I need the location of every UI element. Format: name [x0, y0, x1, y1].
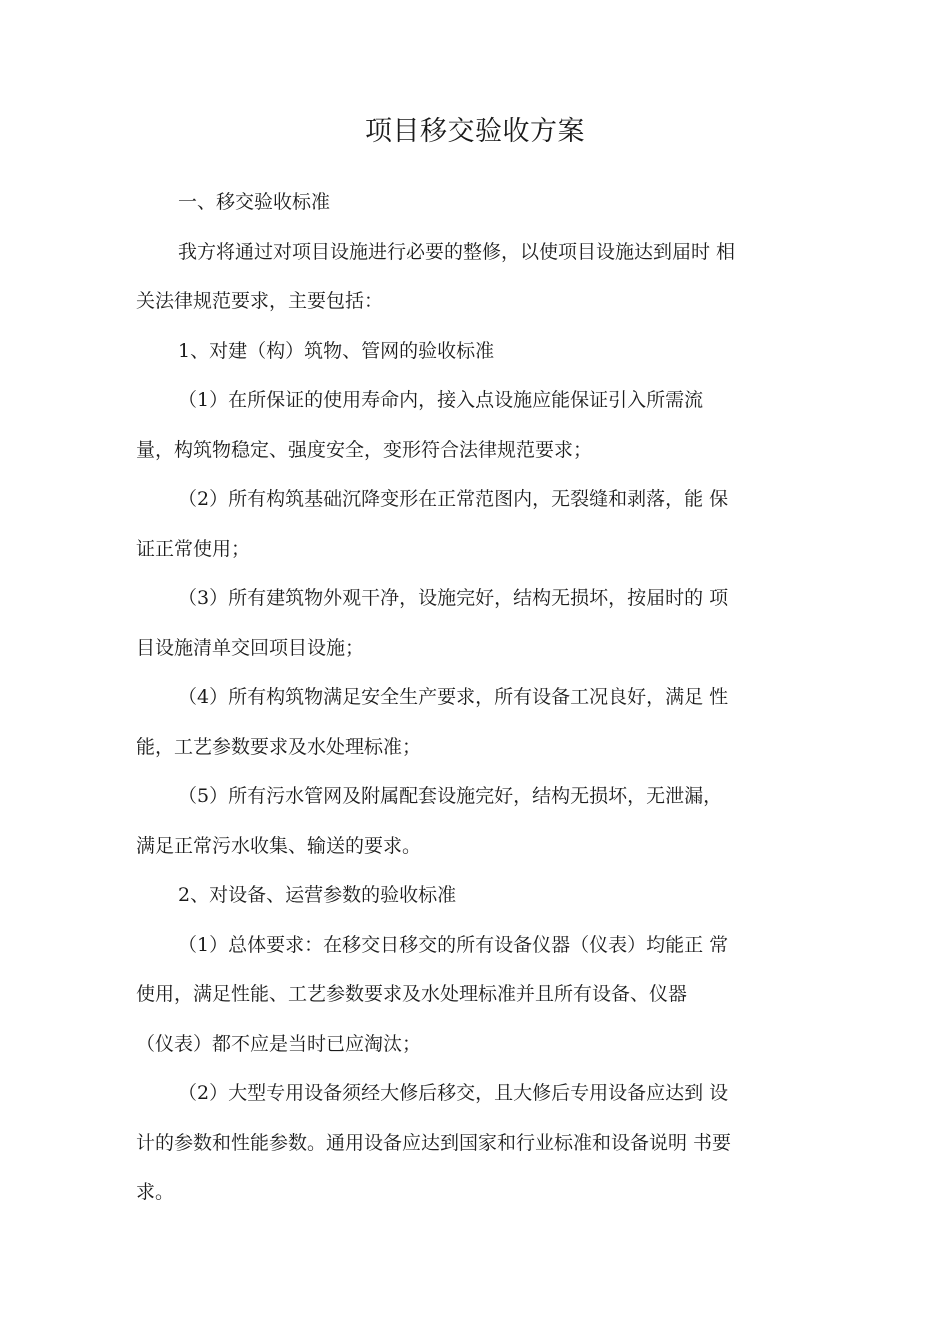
document-title: 项目移交验收方案 — [365, 116, 585, 147]
list-item — [136, 475, 820, 574]
text-line: 关法律规范要求，主要包括： — [136, 290, 384, 312]
text-line: 求。 — [136, 1181, 175, 1203]
list-item — [136, 1069, 820, 1218]
list-item — [136, 921, 820, 1070]
text-line: 2、对设备、运营参数的验收标准 — [178, 884, 457, 906]
text-line: （2）大型专用设备须经大修后移交，且大修后专用设备应达到 设 — [178, 1082, 729, 1104]
section-heading — [136, 178, 820, 228]
list-item — [136, 376, 820, 475]
subsection-heading — [136, 871, 820, 921]
text-line: （2）所有构筑基础沉降变形在正常范图内，无裂缝和剥落，能 保 — [178, 488, 729, 510]
text-line: 满足正常污水收集、输送的要求。 — [136, 834, 422, 857]
text-line: （1）在所保证的使用寿命内，接入点设施应能保证引入所需流 — [178, 389, 704, 411]
list-item — [136, 673, 820, 772]
text-line: （1）总体要求：在移交日移交的所有设备仪器（仪表）均能正 常 — [178, 933, 729, 956]
subsection-heading — [136, 327, 820, 377]
text-line: 证正常使用； — [136, 537, 251, 560]
text-line: 我方将通过对项目设施进行必要的整修，以使项目设施达到届时 相 — [178, 240, 736, 263]
text-line: 量，构筑物稳定、强度安全，变形符合法律规范要求； — [136, 438, 593, 461]
text-line: 能，工艺参数要求及水处理标准； — [136, 735, 422, 758]
text-line: 计的参数和性能参数。通用设备应达到国家和行业标准和设备说明 书要 — [136, 1131, 732, 1154]
text-line: 目设施清单交回项目设施； — [136, 636, 365, 659]
text-line: 一、移交验收标准 — [178, 191, 331, 213]
document-body — [136, 178, 820, 1218]
text-line: （仪表）都不应是当时已应淘汰； — [136, 1032, 422, 1055]
text-line: 使用，满足性能、工艺参数要求及水处理标准并且所有设备、仪器 — [136, 983, 688, 1005]
text-line: （4）所有构筑物满足安全生产要求，所有设备工况良好，满足 性 — [178, 686, 729, 708]
paragraph — [136, 228, 820, 327]
text-line: （5）所有污水管网及附属配套设施完好，结构无损坏，无泄漏， — [178, 785, 723, 807]
text-line: 1、对建（构）筑物、管网的验收标准 — [178, 339, 495, 362]
text-line: （3）所有建筑物外观干净，设施完好，结构无损坏，按届时的 项 — [178, 587, 729, 609]
list-item — [136, 574, 820, 673]
list-item — [136, 772, 820, 871]
